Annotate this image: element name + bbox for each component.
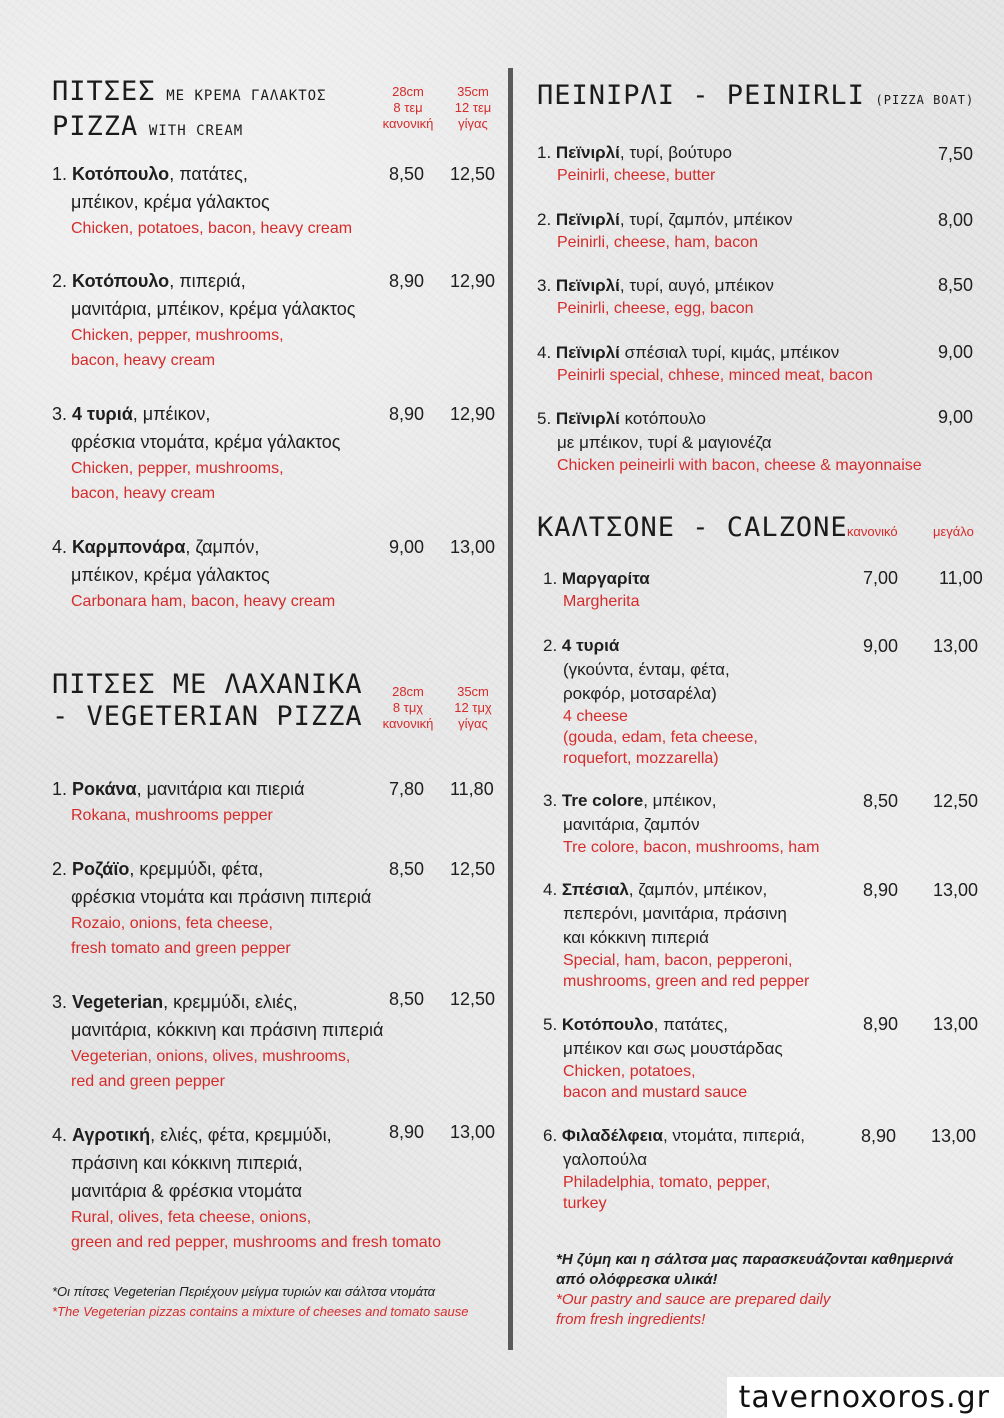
item-number: 6. — [543, 1126, 558, 1145]
price-regular: 7,80 — [389, 779, 425, 799]
price-regular: 9,00 — [389, 537, 425, 557]
item-desc-en: (gouda, edam, feta cheese, — [563, 729, 758, 746]
item-line-gr — [52, 855, 371, 883]
menu-item — [543, 634, 758, 769]
item-name: Vegeterian — [72, 992, 164, 1012]
price-regular: 8,50 — [389, 989, 425, 1009]
item-number: 2. — [52, 271, 68, 291]
item-name: 4 τυριά — [561, 636, 620, 655]
cream-title-en — [52, 111, 243, 142]
item-line-gr — [52, 267, 355, 295]
item-name: 4 τυριά — [72, 404, 133, 424]
item-line-gr — [543, 789, 819, 813]
price-giant: 11,80 — [450, 779, 494, 799]
item-number: 1. — [537, 143, 552, 162]
note-gr-line2: από ολόφρεσκα υλικά! — [556, 1271, 718, 1288]
item-desc-en: Chicken, pepper, mushrooms, — [71, 460, 284, 477]
size-slices: 12 τμχ — [454, 700, 492, 715]
price-large: 13,00 — [931, 1126, 977, 1146]
item-ingredients: κοτόπουλο — [619, 409, 706, 428]
item-name: Σπέσιαλ — [561, 880, 629, 899]
item-desc-en: Special, ham, bacon, pepperoni, — [563, 952, 793, 969]
menu-item — [543, 878, 809, 992]
cream-title-en-main: PIZZA — [52, 111, 139, 142]
item-number: 4. — [543, 880, 558, 899]
item-ingredients: , ντομάτα, πιπεριά, — [662, 1126, 805, 1145]
size-cm: 35cm — [457, 84, 489, 99]
size-label: κανονική — [382, 116, 434, 131]
size-cm: 28cm — [392, 684, 424, 699]
item-ingredients-gr: φρέσκια ντομάτα, κρέμα γάλακτος — [71, 432, 341, 452]
size-label: γίγας — [458, 716, 488, 731]
item-desc-en: Rozaio, onions, feta cheese, — [71, 915, 273, 932]
item-name: Κοτόπουλο — [72, 164, 170, 184]
item-desc-en: Philadelphia, tomato, pepper, — [563, 1174, 771, 1191]
calzone-col-regular: κανονικό — [847, 524, 898, 539]
item-number: 3. — [537, 276, 552, 295]
price-regular: 7,00 — [863, 568, 899, 588]
price: 9,00 — [938, 342, 974, 362]
item-line-gr — [537, 208, 792, 232]
item-desc-en: bacon, heavy cream — [71, 352, 216, 369]
price-giant: 12,90 — [450, 271, 496, 291]
item-name: Ροκάνα — [72, 779, 137, 799]
item-desc-en: Chicken, potatoes, — [563, 1063, 696, 1080]
item-ingredients: , κρεμμύδι, φέτα, — [129, 859, 264, 879]
menu-item — [52, 267, 355, 373]
site-watermark: tavernoxoros.gr — [727, 1377, 1004, 1418]
freshness-note-gr2 — [556, 1270, 953, 1290]
menu-item — [537, 141, 732, 186]
menu-item — [52, 855, 371, 961]
item-desc-en: Rural, olives, feta cheese, onions, — [71, 1209, 312, 1226]
item-desc-en: 4 cheese — [563, 708, 628, 725]
item-number: 5. — [543, 1015, 558, 1034]
item-desc-en: turkey — [563, 1195, 607, 1212]
item-ingredients: , ζαμπόν, — [185, 537, 260, 557]
cream-size-regular — [373, 84, 443, 132]
price-regular: 8,90 — [389, 271, 425, 291]
item-ingredients-gr: μανιτάρια, μπέικον, κρέμα γάλακτος — [71, 299, 356, 319]
item-line-gr — [52, 400, 340, 428]
price-large: 13,00 — [933, 636, 979, 656]
veg-note-en: *The Vegeterian pizzas contains a mixture of cheeses and tomato sause — [52, 1304, 469, 1319]
calzone-title: ΚΑΛΤΣΟΝΕ - CALZONE — [537, 512, 848, 543]
item-desc-en: bacon, heavy cream — [71, 485, 216, 502]
veg-size-regular — [373, 684, 443, 732]
item-desc-en: Peinirli, cheese, egg, bacon — [557, 300, 754, 317]
item-name: Ροζάϊο — [72, 859, 130, 879]
item-number: 1. — [52, 164, 68, 184]
note-en-line1: *Our pastry and sauce are prepared daily — [556, 1291, 831, 1308]
cream-title-gr-main: ΠΙΤΣΕΣ — [52, 76, 156, 107]
item-name: Αγροτική — [72, 1125, 151, 1145]
veg-title-line2: - VEGETERIAN PIZZA — [52, 701, 363, 732]
item-desc-en: Rokana, mushrooms pepper — [71, 807, 273, 824]
item-line-gr — [52, 988, 383, 1016]
price: 7,50 — [938, 144, 974, 164]
menu-item — [543, 789, 819, 858]
item-ingredients: , ελιές, φέτα, κρεμμύδι, — [150, 1125, 332, 1145]
freshness-note-gr — [556, 1250, 953, 1270]
item-desc-en: Peinirli, cheese, butter — [557, 167, 716, 184]
price-large: 12,50 — [933, 791, 979, 811]
item-name: Κοτόπουλο — [561, 1015, 654, 1034]
item-desc-en: Chicken peineirli with bacon, cheese & mayonnaise — [557, 457, 922, 474]
item-ingredients-gr: μανιτάρια, κόκκινη και πράσινη πιπεριά — [71, 1020, 384, 1040]
peinirli-title-main: ΠΕΙΝΙΡΛΙ - PEINIRLI — [537, 80, 865, 111]
item-ingredients-gr: και κόκκινη πιπεριά — [563, 928, 709, 947]
menu-item — [52, 533, 335, 614]
freshness-note — [556, 1250, 953, 1330]
item-desc-en: Carbonara ham, bacon, heavy cream — [71, 593, 336, 610]
size-cm: 35cm — [457, 684, 489, 699]
item-desc-en: Tre colore, bacon, mushrooms, ham — [563, 839, 820, 856]
menu-item — [543, 1013, 783, 1103]
price-regular: 8,90 — [863, 880, 899, 900]
item-ingredients-gr: με μπέικον, τυρί & μαγιονέζα — [557, 433, 772, 452]
item-line-gr — [543, 567, 650, 591]
item-name: Πεϊνιρλί — [555, 343, 620, 362]
item-number: 3. — [52, 992, 68, 1012]
item-number: 4. — [52, 537, 68, 557]
item-desc-en: mushrooms, green and red pepper — [563, 973, 810, 990]
item-number: 1. — [543, 569, 558, 588]
menu-item — [52, 988, 383, 1094]
item-ingredients-gr: μπέικον, κρέμα γάλακτος — [71, 192, 270, 212]
item-ingredients-gr: μανιτάρια, ζαμπόν — [563, 815, 700, 834]
item-line-gr — [543, 878, 809, 902]
menu-item — [543, 567, 650, 612]
price-giant: 12,50 — [450, 989, 496, 1009]
size-label: γίγας — [458, 116, 488, 131]
size-slices: 12 τεμ — [454, 100, 492, 115]
price-regular: 9,00 — [863, 636, 899, 656]
item-name: Πεϊνιρλί — [555, 409, 620, 428]
item-number: 4. — [537, 343, 552, 362]
peinirli-title — [537, 80, 974, 111]
item-name: Πεϊνιρλί — [555, 143, 620, 162]
price-giant: 12,90 — [450, 404, 496, 424]
menu-item — [52, 160, 352, 241]
menu-item — [52, 775, 305, 828]
menu-item — [543, 1124, 805, 1214]
item-line-gr — [52, 1121, 441, 1149]
veg-title-line1: ΠΙΤΣΕΣ ΜΕ ΛΑΧΑΝΙΚΑ — [52, 669, 363, 700]
item-name: Πεϊνιρλί — [555, 276, 620, 295]
item-line-gr — [52, 160, 352, 188]
item-ingredients-gr: πράσινη και κόκκινη πιπεριά, — [71, 1153, 303, 1173]
size-label: κανονική — [382, 716, 434, 731]
item-desc-en: Peinirli special, chhese, minced meat, bacon — [557, 367, 873, 384]
item-line-gr — [537, 141, 732, 165]
item-desc-en: roquefort, mozzarella) — [563, 750, 719, 767]
item-number: 1. — [52, 779, 68, 799]
item-ingredients: , πιπεριά, — [169, 271, 246, 291]
item-desc-en: red and green pepper — [71, 1073, 225, 1090]
price-regular: 8,50 — [389, 859, 425, 879]
item-number: 2. — [543, 636, 558, 655]
item-ingredients: , μπέικον, — [643, 791, 717, 810]
price-large: 13,00 — [933, 880, 979, 900]
item-desc-en: Margherita — [563, 593, 640, 610]
menu-item — [537, 341, 873, 386]
item-ingredients: , τυρί, αυγό, μπέικον — [619, 276, 774, 295]
item-number: 2. — [52, 859, 68, 879]
item-name: Πεϊνιρλί — [555, 210, 620, 229]
price-large: 11,00 — [939, 568, 983, 588]
item-ingredients-gr: πεπερόνι, μανιτάρια, πράσινη — [563, 904, 787, 923]
item-number: 2. — [537, 210, 552, 229]
column-divider — [508, 68, 513, 1350]
calzone-col-large: μεγάλο — [933, 524, 974, 539]
item-ingredients-gr: μπέικον και σως μουστάρδας — [563, 1039, 783, 1058]
item-line-gr — [537, 341, 873, 365]
item-ingredients-gr: φρέσκια ντομάτα και πράσινη πιπεριά — [71, 887, 372, 907]
item-ingredients: , ζαμπόν, μπέικον, — [628, 880, 768, 899]
peinirli-title-sub: (PIZZA BOAT) — [875, 93, 975, 107]
item-name: Καρμπονάρα — [72, 537, 186, 557]
item-desc-en: Vegeterian, onions, olives, mushrooms, — [71, 1048, 351, 1065]
item-desc-en: Chicken, pepper, mushrooms, — [71, 327, 284, 344]
item-name: Κοτόπουλο — [72, 271, 170, 291]
menu-item — [52, 1121, 441, 1255]
price-regular: 8,90 — [861, 1126, 897, 1146]
item-number: 3. — [52, 404, 68, 424]
veg-note-gr: *Οι πίτσες Vegeterian Περιέχουν μείγμα τυριών και σάλτσα ντομάτα — [52, 1284, 436, 1299]
cream-title-gr — [52, 76, 326, 107]
item-desc-en: fresh tomato and green pepper — [71, 940, 291, 957]
note-gr-line1: *Η ζύμη και η σάλτσα μας παρασκευάζονται καθημερινά — [556, 1251, 954, 1268]
price-giant: 13,00 — [450, 537, 496, 557]
item-line-gr — [543, 1124, 805, 1148]
menu-item — [537, 407, 922, 476]
cream-size-giant — [438, 84, 508, 132]
item-name: Φιλαδέλφεια — [561, 1126, 663, 1145]
price-large: 13,00 — [933, 1014, 979, 1034]
size-cm: 28cm — [392, 84, 424, 99]
cream-title-en-sub: WITH CREAM — [148, 123, 244, 139]
note-en-line2: from fresh ingredients! — [556, 1311, 706, 1328]
item-number: 5. — [537, 409, 552, 428]
item-desc-en: Chicken, potatoes, bacon, heavy cream — [71, 220, 353, 237]
item-ingredients-gr: (γκούντα, ένταμ, φέτα, — [563, 660, 730, 679]
item-line-gr — [52, 533, 335, 561]
item-ingredients-gr: γαλοπούλα — [563, 1150, 648, 1169]
item-number: 4. — [52, 1125, 68, 1145]
item-desc-en: green and red pepper, mushrooms and fresh tomato — [71, 1234, 441, 1251]
size-slices: 8 τεμ — [393, 100, 423, 115]
item-name: Tre colore — [561, 791, 644, 810]
item-ingredients: , μπέικον, — [132, 404, 211, 424]
item-ingredients: , πατάτες, — [169, 164, 248, 184]
item-ingredients: σπέσιαλ τυρί, κιμάς, μπέικον — [619, 343, 840, 362]
price-giant: 12,50 — [450, 859, 496, 879]
price-regular: 8,90 — [863, 1014, 899, 1034]
item-ingredients: , τυρί, βούτυρο — [619, 143, 732, 162]
item-ingredients-gr: μανιτάρια & φρέσκια ντομάτα — [71, 1181, 303, 1201]
menu-item — [537, 208, 792, 253]
item-ingredients: , τυρί, ζαμπόν, μπέικον — [619, 210, 793, 229]
menu-item — [52, 400, 340, 506]
item-line-gr — [537, 274, 774, 298]
menu-item — [537, 274, 774, 319]
item-line-gr — [537, 407, 922, 431]
item-name: Μαργαρίτα — [561, 569, 650, 588]
item-line-gr — [543, 634, 758, 658]
veg-size-giant — [438, 684, 508, 732]
price-regular: 8,50 — [863, 791, 899, 811]
item-ingredients-gr: μπέικον, κρέμα γάλακτος — [71, 565, 270, 585]
item-ingredients: , κρεμμύδι, ελιές, — [163, 992, 298, 1012]
price: 8,50 — [938, 275, 974, 295]
item-number: 3. — [543, 791, 558, 810]
price-regular: 8,50 — [389, 164, 425, 184]
price-regular: 8,90 — [389, 1122, 425, 1142]
cream-title-gr-sub: ΜΕ ΚΡΕΜΑ ΓΑΛΑΚΤΟΣ — [166, 88, 327, 104]
item-desc-en: bacon and mustard sauce — [563, 1084, 748, 1101]
item-desc-en: Peinirli, cheese, ham, bacon — [557, 234, 758, 251]
price-regular: 8,90 — [389, 404, 425, 424]
item-line-gr — [52, 775, 305, 803]
item-ingredients-gr: ροκφόρ, μοτσαρέλα) — [563, 684, 717, 703]
item-line-gr — [543, 1013, 783, 1037]
price: 8,00 — [938, 210, 974, 230]
item-ingredients: , πατάτες, — [653, 1015, 728, 1034]
price: 9,00 — [938, 407, 974, 427]
size-slices: 8 τμχ — [392, 700, 424, 715]
price-giant: 13,00 — [450, 1122, 496, 1142]
item-ingredients: , μανιτάρια και πιεριά — [136, 779, 305, 799]
price-giant: 12,50 — [450, 164, 496, 184]
